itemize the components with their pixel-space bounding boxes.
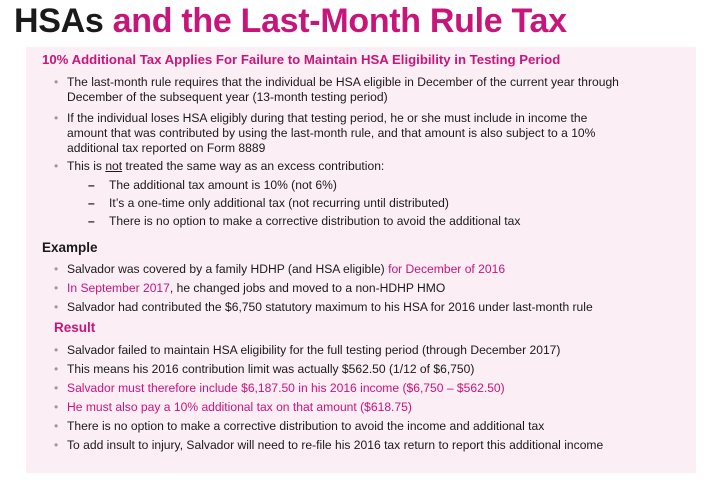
underlined-word: not	[105, 159, 123, 173]
bullet-dot-icon: •	[54, 75, 59, 89]
result-label: Result	[54, 320, 96, 335]
example-text: In September 2017, he changed jobs and moved to a non-HDHP HMO	[67, 281, 446, 295]
bullet-dot-icon: •	[54, 300, 59, 314]
title-part-2: and the Last-Month Rule Tax	[112, 2, 567, 40]
dash-icon: –	[88, 178, 95, 192]
bullet-dot-icon: •	[54, 419, 59, 433]
bullet-dot-icon: •	[54, 381, 59, 395]
section-heading: 10% Additional Tax Applies For Failure to Maintain HSA Eligibility in Testing Period	[42, 52, 561, 67]
bullet-dot-icon: •	[54, 438, 59, 452]
result-text: Salvador must therefore include $6,187.50 in his 2016 income ($6,750 – $562.50)	[67, 381, 505, 395]
dash-icon: –	[88, 196, 95, 210]
bullet-dot-icon: •	[54, 159, 59, 173]
bullet-dot-icon: •	[54, 343, 59, 357]
example-text: Salvador had contributed the $6,750 statutory maximum to his HSA for 2016 under last-month rule	[67, 300, 593, 314]
example-label: Example	[42, 240, 98, 255]
sub-bullet-text: There is no option to make a corrective distribution to avoid the additional tax	[109, 214, 521, 228]
bullet-line: If the individual loses HSA eligibly during that testing period, he or she must include in income the	[67, 111, 588, 125]
result-text: This means his 2016 contribution limit was actually $562.50 (1/12 of $6,750)	[67, 362, 475, 376]
bullet-dot-icon: •	[54, 281, 59, 295]
sub-bullet-text: It’s a one-time only additional tax (not recurring until distributed)	[109, 196, 449, 210]
slide-title	[14, 2, 567, 41]
bullet-line: additional tax reported on Form 8889	[67, 141, 266, 155]
bullet-dot-icon: •	[54, 262, 59, 276]
bullet-line: amount that was contributed by using the last-month rule, and that amount is also subject to a 10%	[67, 126, 596, 140]
bullet-line: The last-month rule requires that the individual be HSA eligible in December of the current year through	[67, 75, 619, 89]
title-part-1: HSAs	[14, 2, 104, 40]
dash-icon: –	[88, 214, 95, 228]
bullet-dot-icon: •	[54, 400, 59, 414]
result-text: To add insult to injury, Salvador will need to re-file his 2016 tax return to report this additional income	[67, 438, 604, 452]
result-text: Salvador failed to maintain HSA eligibility for the full testing period (through December 2017)	[67, 343, 561, 357]
bullet-dot-icon: •	[54, 111, 59, 125]
example-text: Salvador was covered by a family HDHP (and HSA eligible) for December of 2016	[67, 262, 506, 276]
bullet-dot-icon: •	[54, 362, 59, 376]
result-text: There is no option to make a corrective distribution to avoid the income and additional tax	[67, 419, 545, 433]
bullet-line: This is not treated the same way as an excess contribution:	[67, 159, 385, 173]
result-text: He must also pay a 10% additional tax on that amount ($618.75)	[67, 400, 412, 414]
bullet-line: December of the subsequent year (13-month testing period)	[67, 90, 388, 104]
sub-bullet-text: The additional tax amount is 10% (not 6%)	[109, 178, 337, 192]
